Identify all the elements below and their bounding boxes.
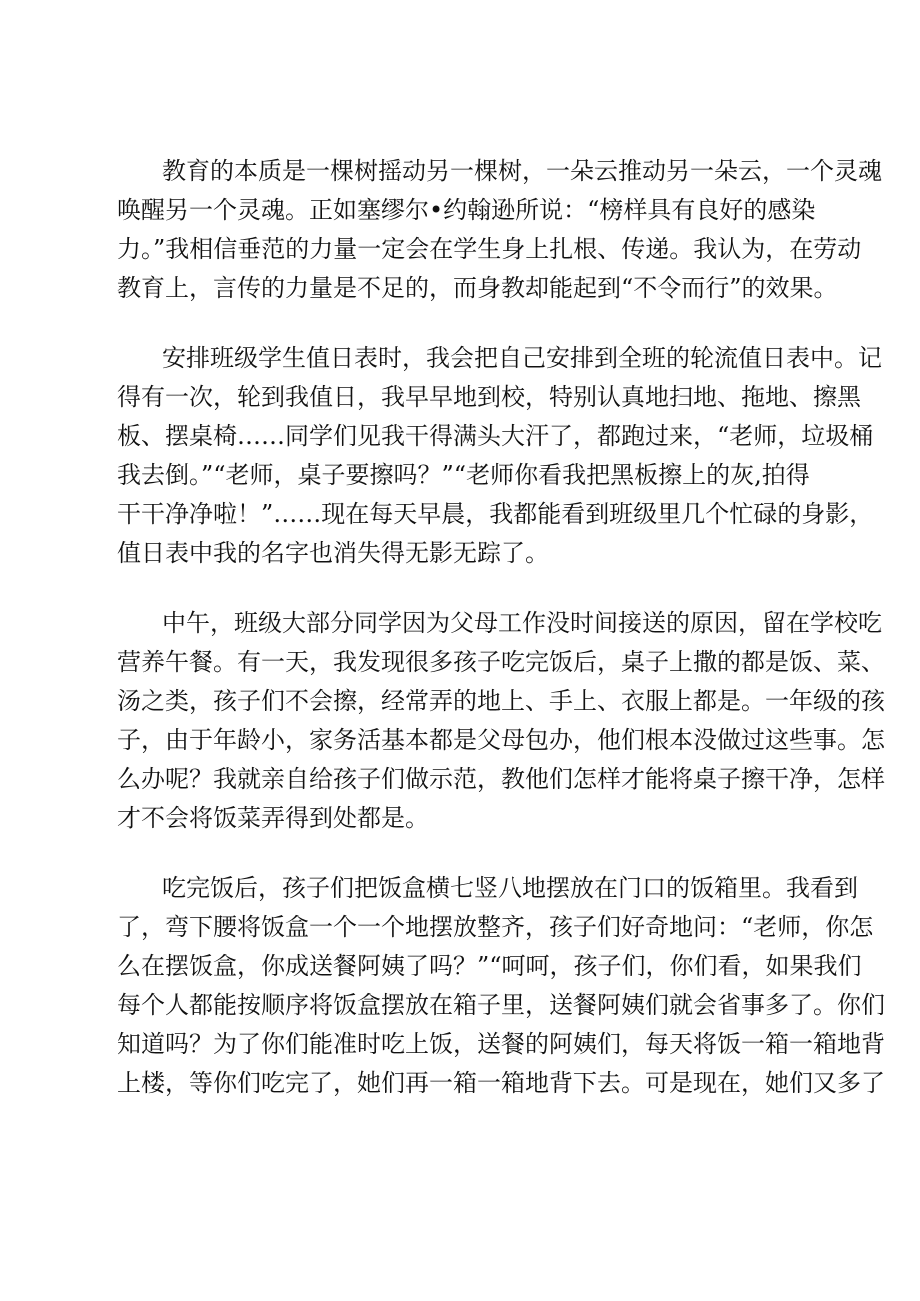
text-line: 知道吗？为了你们能准时吃上饭，送餐的阿姨们，每天将饭一箱一箱地背 xyxy=(117,1030,885,1058)
text-line: 值日表中我的名字也消失得无影无踪了。 xyxy=(117,539,549,567)
text-line: 教育上，言传的力量是不足的，而身教却能起到“不令而行”的效果。 xyxy=(117,274,838,302)
text-line: 中午，班级大部分同学因为父母工作没时间接送的原因，留在学校吃 xyxy=(162,609,882,637)
text-line: 么办呢？我就亲自给孩子们做示范，教他们怎样才能将桌子擦干净，怎样 xyxy=(117,765,885,793)
text-line: 唤醒另一个灵魂。正如塞缪尔•约翰逊所说：“榜样具有良好的感染 xyxy=(117,196,816,224)
paragraph-2 xyxy=(117,339,882,573)
text-line: 教育的本质是一棵树摇动另一棵树，一朵云推动另一朵云，一个灵魂 xyxy=(162,157,882,185)
text-line: 了，弯下腰将饭盒一个一个地摆放整齐，孩子们好奇地问：“老师，你怎 xyxy=(117,913,874,941)
text-line: 安排班级学生值日表时，我会把自己安排到全班的轮流值日表中。记 xyxy=(162,344,882,372)
text-line: 汤之类，孩子们不会擦，经常弄的地上、手上、衣服上都是。一年级的孩 xyxy=(117,687,885,715)
text-line: 才不会将饭菜弄得到处都是。 xyxy=(117,804,429,832)
text-line: 力。”我相信垂范的力量一定会在学生身上扎根、传递。我认为，在劳动 xyxy=(117,235,862,263)
text-line: 子，由于年龄小，家务活基本都是父母包办，他们根本没做过这些事。怎 xyxy=(117,726,885,754)
text-line: 营养午餐。有一天，我发现很多孩子吃完饭后，桌子上撒的都是饭、菜、 xyxy=(117,648,885,676)
text-line: 干干净净啦！”……现在每天早晨，我都能看到班级里几个忙碌的身影， xyxy=(117,500,874,528)
paragraph-1 xyxy=(117,152,882,308)
text-line: 每个人都能按顺序将饭盒摆放在箱子里，送餐阿姨们就会省事多了。你们 xyxy=(117,991,885,1019)
paragraph-4 xyxy=(117,869,885,1103)
paragraph-3 xyxy=(117,604,885,838)
text-line: 我去倒。”“老师，桌子要擦吗？”“老师你看我把黑板擦上的灰,拍得 xyxy=(117,461,810,489)
document-body xyxy=(117,152,885,1134)
text-line: 吃完饭后，孩子们把饭盒横七竖八地摆放在门口的饭箱里。我看到 xyxy=(162,874,858,902)
text-line: 得有一次，轮到我值日，我早早地到校，特别认真地扫地、拖地、擦黑 xyxy=(117,383,861,411)
text-line: 上楼，等你们吃完了，她们再一箱一箱地背下去。可是现在，她们又多了 xyxy=(117,1069,885,1097)
text-line: 么在摆饭盒，你成送餐阿姨了吗？”“呵呵，孩子们，你们看，如果我们 xyxy=(117,952,862,980)
text-line: 板、摆桌椅……同学们见我干得满头大汗了，都跑过来，“老师，垃圾桶 xyxy=(117,422,874,450)
